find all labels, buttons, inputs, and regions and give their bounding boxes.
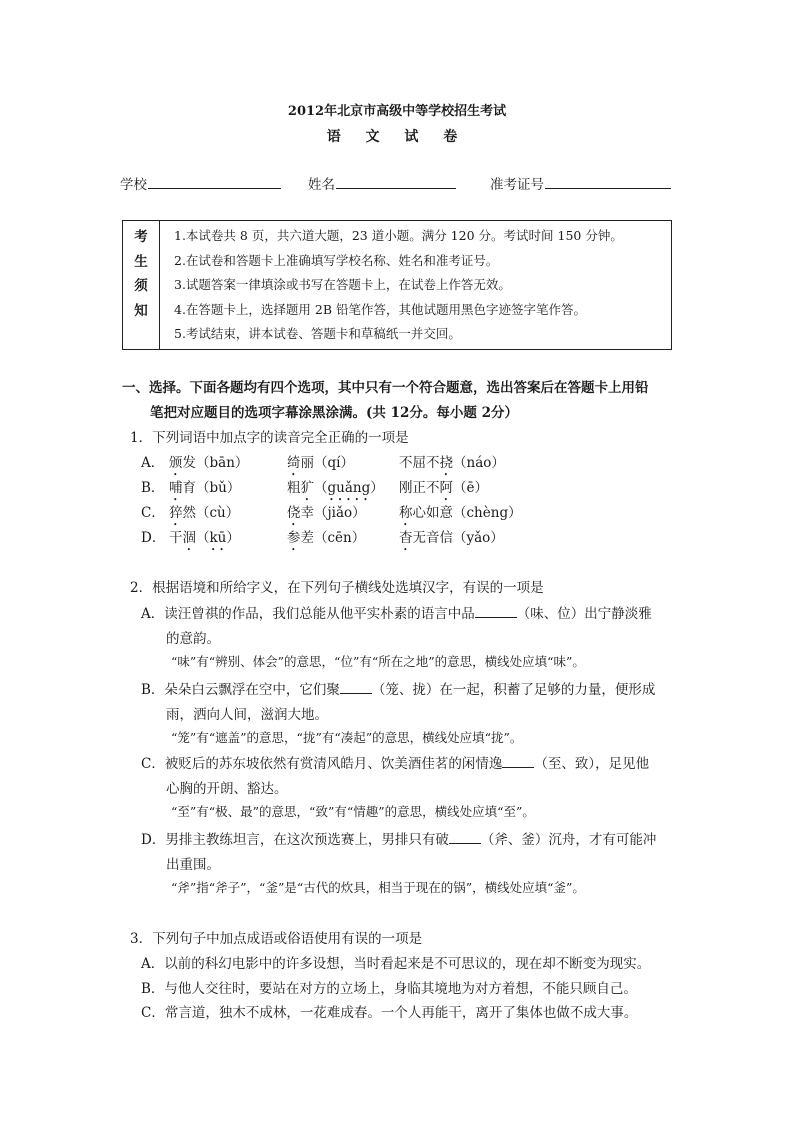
q1-option-c-word1: 猝然（cù） xyxy=(169,505,240,521)
q1-option-b-word1: 哺育（bǔ） xyxy=(169,480,241,496)
name-field xyxy=(308,173,456,193)
exam-title: 2012年北京市高级中等学校招生考试 xyxy=(287,104,507,119)
notice-item: 1.本试卷共 8 页，共六道大题，23 道小题。满分 120 分。考试时间 150 分钟。 xyxy=(174,228,623,243)
name-label: 姓名 xyxy=(308,177,335,193)
q2-option-a-note: “味”有“辨别、体会”的意思，“位”有“所在之地”的意思，横线处应填“味”。 xyxy=(171,654,585,669)
q1-option-c-word3: 称心如意（chèng） xyxy=(399,505,522,521)
answer-blank xyxy=(449,831,481,844)
notice-item: 4.在答题卡上，选择题用 2B 铅笔作答，其他试题用黑色字迹签字笔作答。 xyxy=(174,301,587,317)
question-1-stem: 1．下列词语中加点字的读音完全正确的一项是 xyxy=(130,430,409,446)
q1-option-b-word3: 刚正不阿（ē） xyxy=(399,480,488,496)
q1-option-d-word3: 杳无音信（yǎo） xyxy=(399,530,504,546)
question-2-stem: 2．根据语境和所给字义，在下列句子横线处选填汉字，有误的一项是 xyxy=(130,580,544,596)
q2-option-a-cont: 的意韵。 xyxy=(166,631,220,647)
notice-item: 2.在试卷和答题卡上准确填写学校名称、姓名和准考证号。 xyxy=(174,252,499,268)
school-field xyxy=(120,173,281,193)
q1-option-b-word2: 粗犷（guǎng） xyxy=(287,480,384,496)
q1-option-c-label: C． xyxy=(141,505,165,521)
candidate-notice-box xyxy=(122,220,672,350)
section-1-heading-cont: 笔把对应题目的选项字幕涂黑涂满。(共 12分。每小题 2分） xyxy=(150,405,518,421)
q2-option-c-note: “至”有“极、最”的意思，“致”有“情趣”的意思，横线处应填“至”。 xyxy=(171,804,535,819)
q1-option-c-word2: 侥幸（jiǎo） xyxy=(287,505,366,521)
q1-option-a-word1: 颁发（bān） xyxy=(169,455,249,471)
answer-blank xyxy=(475,605,517,618)
q2-option-d: D．男排主教练坦言，在这次预选赛上，男排只有破 （斧、釜）沉舟，才有可能冲 xyxy=(141,832,657,848)
exam-subtitle: 语 文 试 卷 xyxy=(326,129,468,145)
name-line xyxy=(336,174,456,189)
q1-option-d-word2: 参差（cēn） xyxy=(287,530,366,546)
q1-option-b-label: B． xyxy=(141,480,165,496)
q2-option-d-cont: 出重围。 xyxy=(166,857,220,873)
exam-id-label: 准考证号 xyxy=(490,177,544,193)
question-3-stem: 3．下列句子中加点成语或俗语使用有误的一项是 xyxy=(130,931,423,947)
exam-id-line xyxy=(545,174,671,189)
school-label: 学校 xyxy=(120,177,147,193)
q1-option-d-label: D． xyxy=(141,530,166,546)
q1-option-a-word3: 不屈不挠（náo） xyxy=(399,455,505,471)
q2-option-b: B．朵朵白云飘浮在空中，它们聚 （笼、拢）在一起，积蓄了足够的力量，便形成 xyxy=(141,682,656,698)
q2-option-c: C．被贬后的苏东坡依然有赏清风皓月、饮美酒佳茗的闲情逸 （至、致），足见他 xyxy=(141,756,650,772)
exam-id-field xyxy=(490,173,671,193)
notice-item: 5.考试结束，讲本试卷、答题卡和草稿纸一并交回。 xyxy=(174,326,461,342)
q3-option-a: A．以前的科幻电影中的许多设想，当时看起来是不可思议的，现在却不断变为现实。 xyxy=(141,956,651,972)
q3-option-c: C．常言道，独木不成林，一花难成春。一个人再能干，离开了集体也做不成大事。 xyxy=(141,1005,638,1021)
q1-option-a-word2: 绮丽（qí） xyxy=(287,455,354,471)
q1-option-d-word1: 干涸（kū） xyxy=(169,530,240,546)
school-line xyxy=(148,174,281,189)
q2-option-b-cont: 雨，洒向人间，滋润大地。 xyxy=(166,707,328,723)
q3-option-b: B．与他人交往时，要站在对方的立场上，身临其境地为对方着想，不能只顾自己。 xyxy=(141,981,637,997)
notice-heading: 考 生 须 知 xyxy=(123,221,160,350)
q1-option-a-label: A． xyxy=(141,455,165,471)
section-1-heading: 一、选择。下面各题均有四个选项，其中只有一个符合题意，选出答案后在答题卡上用铅 xyxy=(122,380,649,396)
answer-blank xyxy=(340,681,372,694)
q2-option-a: A．读汪曾祺的作品，我们总能从他平实朴素的语言中品 （味、位）出宁静淡雅 xyxy=(141,606,652,622)
notice-item: 3.试题答案一律填涂或书写在答题卡上，在试卷上作答无效。 xyxy=(174,277,511,293)
notice-items xyxy=(160,221,672,350)
q2-option-b-note: “笼”有“遮盖”的意思，“拢”有“凑起”的意思，横线处应填“拢”。 xyxy=(171,730,523,745)
answer-blank xyxy=(502,755,534,768)
q2-option-c-cont: 心胸的开朗、豁达。 xyxy=(166,781,288,797)
q2-option-d-note: “斧”指“斧子”，“釜”是“古代的炊具，相当于现在的锅”，横线处应填“釜”。 xyxy=(171,880,585,895)
